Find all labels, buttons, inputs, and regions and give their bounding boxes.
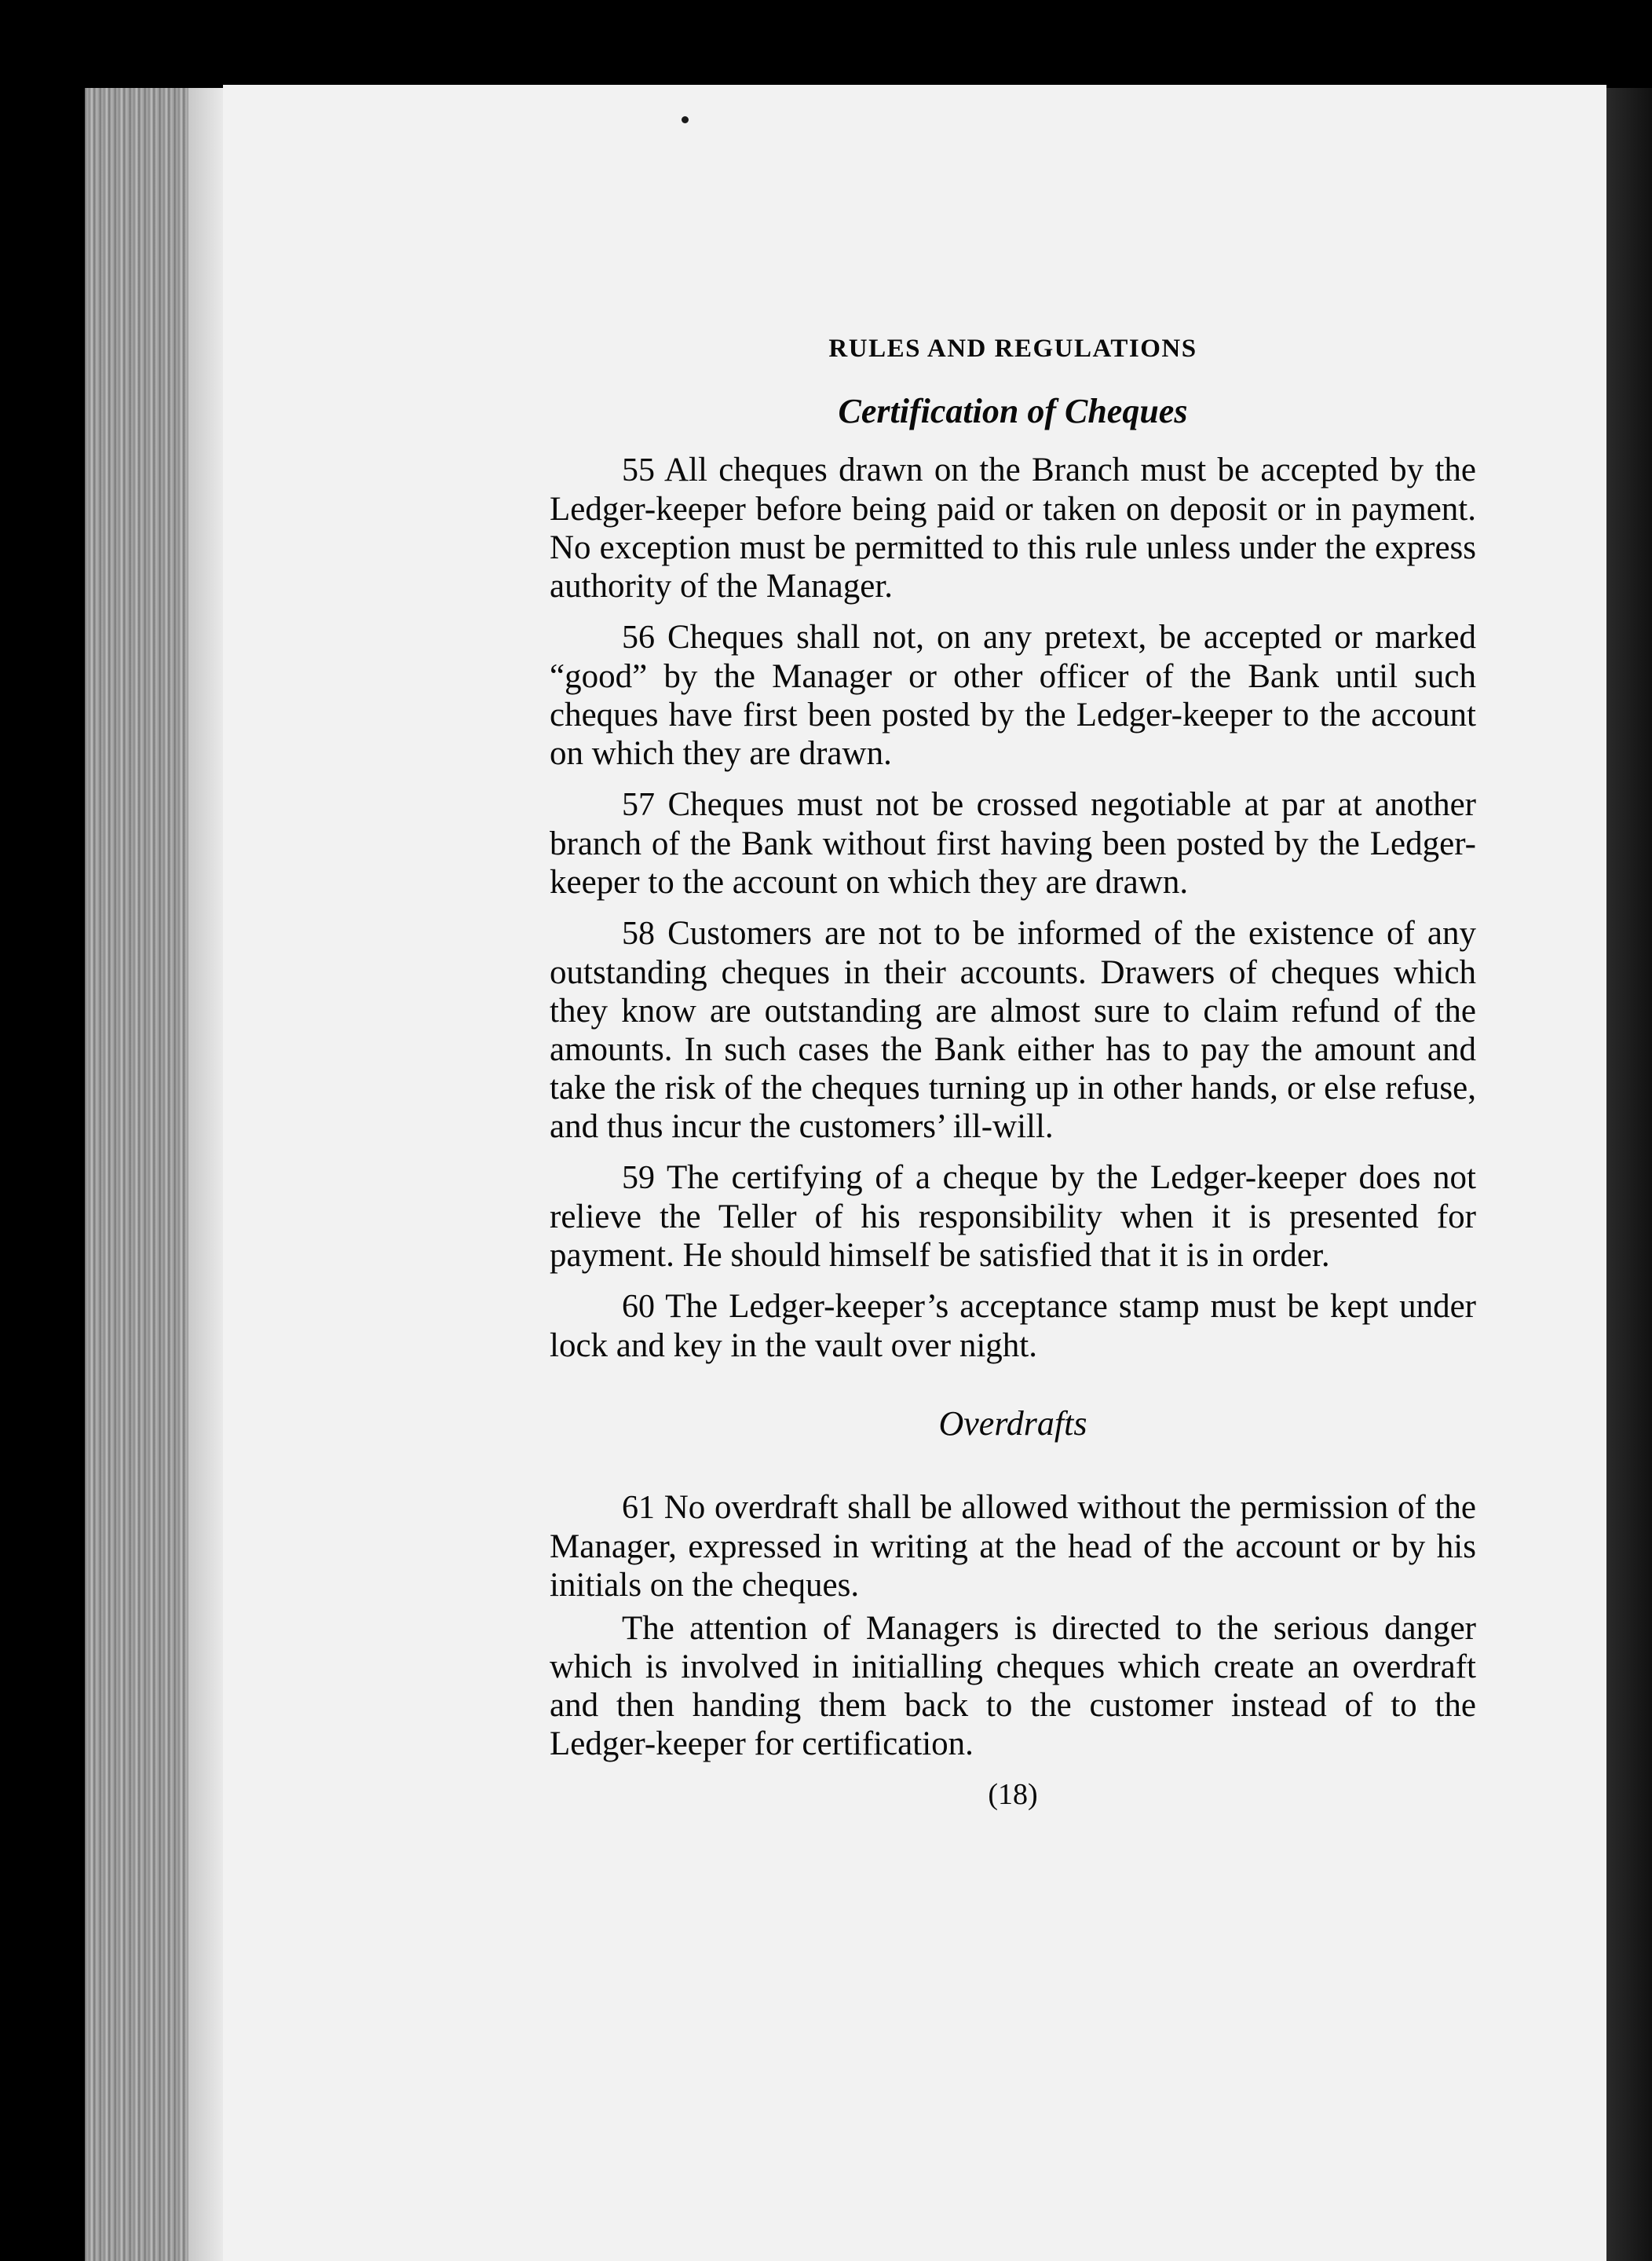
section-title-overdrafts: Overdrafts: [938, 1404, 1087, 1443]
paragraph-58: [550, 914, 1476, 1146]
page-number: (18): [988, 1778, 1038, 1811]
paragraph-56: [550, 618, 1476, 773]
paragraph-text: No overdraft shall be allowed without the permission of the Manager, expressed in writing at the head of the account or by his initials on the cheques.: [550, 1489, 1476, 1604]
right-page-edge: [1606, 88, 1652, 2261]
paragraph-59: [550, 1158, 1476, 1275]
paragraph-text: The Ledger-keeper’s acceptance stamp must be kept under lock and key in the vault over night.: [550, 1288, 1476, 1364]
running-head: RULES AND REGULATIONS: [828, 335, 1197, 363]
paragraph-number: 60: [622, 1289, 655, 1325]
section-title-certification: Certification of Cheques: [838, 392, 1188, 430]
paragraph-number: 55: [622, 452, 655, 488]
paragraph-text: Customers are not to be informed of the existence of any outstanding cheques in their accounts. Drawers of cheques which they know are outstanding are almost sure to claim refund of the amounts. In such cases the Bank either has to pay the amount and take the risk of the cheques turning up in other hands, or else refuse, and thus incur the customers’ ill-will.: [550, 915, 1477, 1145]
paragraph-60: [550, 1287, 1476, 1365]
ink-speck: [682, 116, 689, 123]
paragraph-61: [550, 1488, 1476, 1604]
paragraph-number: 61: [622, 1490, 655, 1526]
paragraph-number: 58: [622, 916, 655, 952]
paragraph-57: [550, 785, 1476, 902]
paragraph-number: 59: [622, 1160, 655, 1196]
paragraph-text: All cheques drawn on the Branch must be accepted by the Ledger-keeper before being paid or taken on deposit or in payment. No exception must be permitted to this rule unless under the express authority of the Manager.: [550, 452, 1476, 605]
paragraph-text: Cheques shall not, on any pretext, be accepted or marked “good” by the Manager or other officer of the Bank until such cheques have first been posted by the Ledger-keeper to the account on which they are drawn.: [550, 619, 1477, 772]
paragraph-number: 57: [622, 787, 655, 823]
paragraph-text: The attention of Managers is directed to the serious danger which is involved in initialling cheques which create an overdraft and then handing them back to the customer instead of to the Ledger-keeper for certification.: [550, 1610, 1476, 1762]
paragraph-overdraft-note: [550, 1609, 1476, 1763]
paragraph-number: 56: [622, 620, 655, 656]
paragraph-text: Cheques must not be crossed negotiable at par at another branch of the Bank without first having been posted by the Ledger-keeper to the account on which they are drawn.: [550, 786, 1476, 901]
paragraph-55: [550, 451, 1476, 605]
page-text: [550, 330, 1476, 1814]
paragraph-text: The certifying of a cheque by the Ledger-keeper does not relieve the Teller of his responsibility when it is presented for payment. He should himself be satisfied that it is in order.: [550, 1159, 1476, 1274]
